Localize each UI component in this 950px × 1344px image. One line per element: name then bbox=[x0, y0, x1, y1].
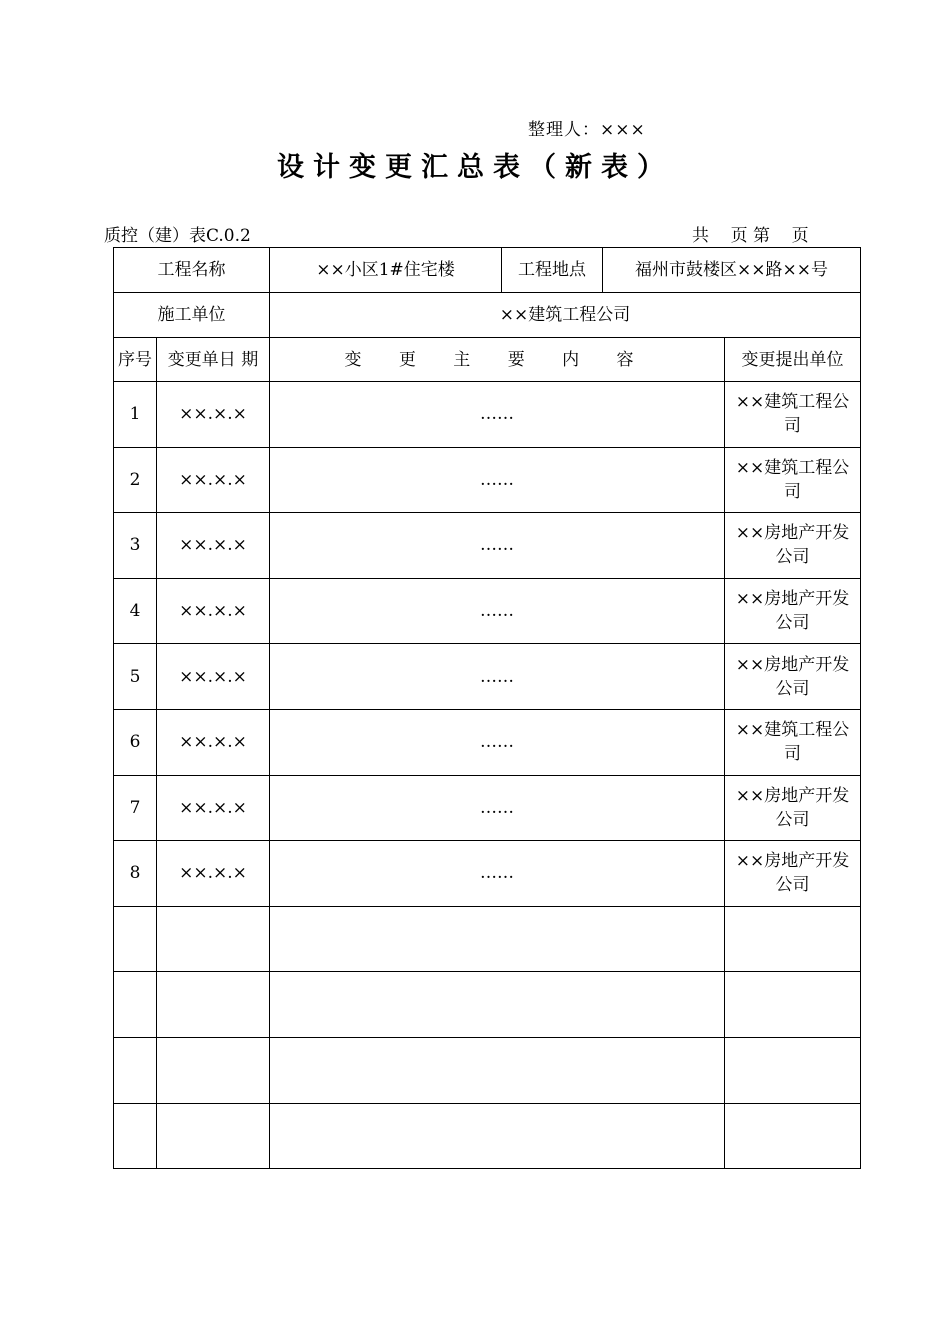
row-content: …… bbox=[270, 775, 725, 841]
row-unit: ××房地产开发公司 bbox=[725, 775, 861, 841]
table-row bbox=[114, 644, 861, 710]
row-content: …… bbox=[270, 841, 725, 907]
row-seq: 1 bbox=[114, 382, 157, 448]
row-date: ××.×.× bbox=[157, 513, 270, 579]
row-unit: ××建筑工程公司 bbox=[725, 447, 861, 513]
table-row bbox=[114, 775, 861, 841]
row-unit bbox=[725, 972, 861, 1038]
table-row bbox=[114, 1103, 861, 1169]
row-date bbox=[157, 1103, 270, 1169]
project-name-label: 工程名称 bbox=[114, 248, 270, 293]
page-info: 共 页 第 页 bbox=[692, 226, 809, 246]
row-content: …… bbox=[270, 447, 725, 513]
column-header-seq: 序号 bbox=[114, 338, 157, 382]
row-content: …… bbox=[270, 709, 725, 775]
table-body bbox=[114, 382, 861, 1169]
row-date: ××.×.× bbox=[157, 382, 270, 448]
row-seq bbox=[114, 1037, 157, 1103]
column-header-unit: 变更提出单位 bbox=[725, 338, 861, 382]
table-row bbox=[114, 972, 861, 1038]
row-seq bbox=[114, 1103, 157, 1169]
row-content: …… bbox=[270, 513, 725, 579]
row-date bbox=[157, 972, 270, 1038]
table-row bbox=[114, 447, 861, 513]
row-seq: 7 bbox=[114, 775, 157, 841]
row-content bbox=[270, 1037, 725, 1103]
row-seq: 6 bbox=[114, 709, 157, 775]
row-date: ××.×.× bbox=[157, 447, 270, 513]
row-date: ××.×.× bbox=[157, 644, 270, 710]
row-unit: ××建筑工程公司 bbox=[725, 382, 861, 448]
row-unit bbox=[725, 1103, 861, 1169]
table-row bbox=[114, 906, 861, 972]
column-header-date: 变更单日 期 bbox=[157, 338, 270, 382]
table-row bbox=[114, 513, 861, 579]
row-unit: ××房地产开发公司 bbox=[725, 841, 861, 907]
form-code: 质控（建）表C.0.2 bbox=[104, 226, 251, 246]
row-unit: ××房地产开发公司 bbox=[725, 578, 861, 644]
row-content: …… bbox=[270, 382, 725, 448]
organizer-label: 整理人：××× bbox=[528, 120, 646, 140]
table-row bbox=[114, 382, 861, 448]
row-seq: 4 bbox=[114, 578, 157, 644]
project-info-row bbox=[114, 248, 861, 293]
row-date bbox=[157, 1037, 270, 1103]
project-location-value: 福州市鼓楼区××路××号 bbox=[603, 248, 861, 293]
table-row bbox=[114, 709, 861, 775]
row-unit: ××建筑工程公司 bbox=[725, 709, 861, 775]
row-content: …… bbox=[270, 578, 725, 644]
row-seq: 2 bbox=[114, 447, 157, 513]
table-row bbox=[114, 841, 861, 907]
row-content bbox=[270, 972, 725, 1038]
row-date: ××.×.× bbox=[157, 775, 270, 841]
row-unit: ××房地产开发公司 bbox=[725, 644, 861, 710]
table-row bbox=[114, 1037, 861, 1103]
row-unit: ××房地产开发公司 bbox=[725, 513, 861, 579]
constructor-value: ××建筑工程公司 bbox=[270, 293, 861, 338]
project-name-value: ××小区1#住宅楼 bbox=[270, 248, 502, 293]
row-seq: 3 bbox=[114, 513, 157, 579]
row-date: ××.×.× bbox=[157, 578, 270, 644]
page-title: 设计变更汇总表（新表） bbox=[277, 152, 673, 183]
row-seq bbox=[114, 906, 157, 972]
constructor-label: 施工单位 bbox=[114, 293, 270, 338]
row-unit bbox=[725, 1037, 861, 1103]
row-content bbox=[270, 1103, 725, 1169]
row-content bbox=[270, 906, 725, 972]
row-content: …… bbox=[270, 644, 725, 710]
project-location-label: 工程地点 bbox=[502, 248, 603, 293]
column-header-content: 变 更 主 要 内 容 bbox=[270, 338, 725, 382]
row-seq: 5 bbox=[114, 644, 157, 710]
table-row bbox=[114, 578, 861, 644]
row-unit bbox=[725, 906, 861, 972]
row-date: ××.×.× bbox=[157, 841, 270, 907]
column-header-row bbox=[114, 338, 861, 382]
summary-table bbox=[113, 247, 861, 1169]
row-date bbox=[157, 906, 270, 972]
row-seq: 8 bbox=[114, 841, 157, 907]
row-seq bbox=[114, 972, 157, 1038]
constructor-row bbox=[114, 293, 861, 338]
row-date: ××.×.× bbox=[157, 709, 270, 775]
